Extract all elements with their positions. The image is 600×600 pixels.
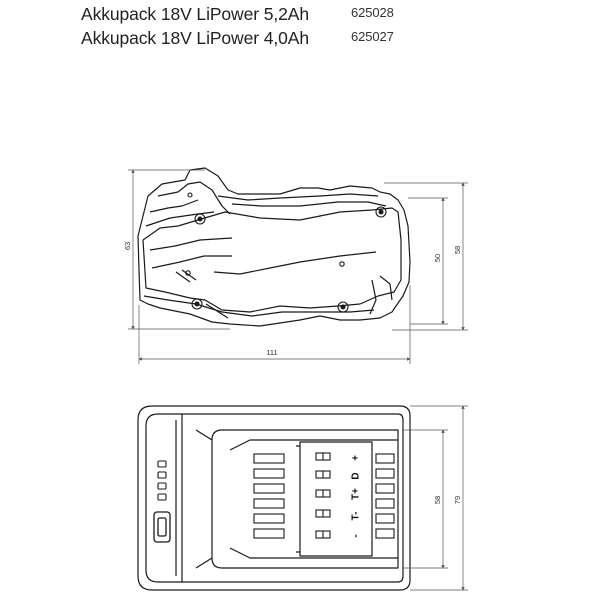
dim-width-inner: 58: [433, 495, 442, 505]
charge-led: [158, 483, 166, 489]
product-name: Akkupack 18V LiPower 4,0Ah: [81, 28, 309, 48]
side-view-inner-contour: [143, 208, 401, 312]
charge-led: [158, 472, 166, 478]
terminal-contacts: [316, 453, 330, 538]
dim-height-total: 63: [123, 241, 132, 251]
charge-button[interactable]: [154, 512, 170, 542]
bottom-view-inner-outline: [146, 414, 403, 582]
contact-module-housing: [212, 430, 398, 568]
terminal-label-t-minus: T-: [350, 511, 362, 521]
terminal-label-minus: -: [350, 534, 362, 538]
product-code: 625028: [351, 5, 394, 20]
side-view-dimensions: [128, 170, 468, 364]
product-code: 625027: [351, 29, 394, 44]
terminal-contact-t-plus: [316, 490, 330, 497]
charge-led: [158, 494, 166, 500]
terminal-contact-minus: [316, 531, 330, 538]
dim-length: 111: [266, 348, 278, 357]
dim-height-right-inner: 50: [433, 253, 442, 263]
terminal-label-t-plus: T+: [350, 488, 362, 500]
dim-height-right-outer: 58: [453, 245, 462, 255]
bottom-view: [138, 406, 410, 590]
terminal-contact-plus: [316, 453, 330, 460]
side-view: [138, 168, 410, 326]
terminal-label-d: D: [350, 472, 362, 480]
terminal-label-plus: +: [350, 455, 362, 461]
charge-indicator: [158, 461, 166, 500]
bottom-view-outline: [138, 406, 410, 590]
rail-ribs-left: [254, 454, 284, 538]
rail-ribs-right: [376, 454, 394, 538]
charge-led: [158, 461, 166, 467]
terminal-contact-d: [316, 471, 330, 478]
product-name: Akkupack 18V LiPower 5,2Ah: [81, 4, 309, 24]
dim-width-outer: 79: [453, 495, 462, 505]
terminal-contact-t-minus: [316, 510, 330, 517]
